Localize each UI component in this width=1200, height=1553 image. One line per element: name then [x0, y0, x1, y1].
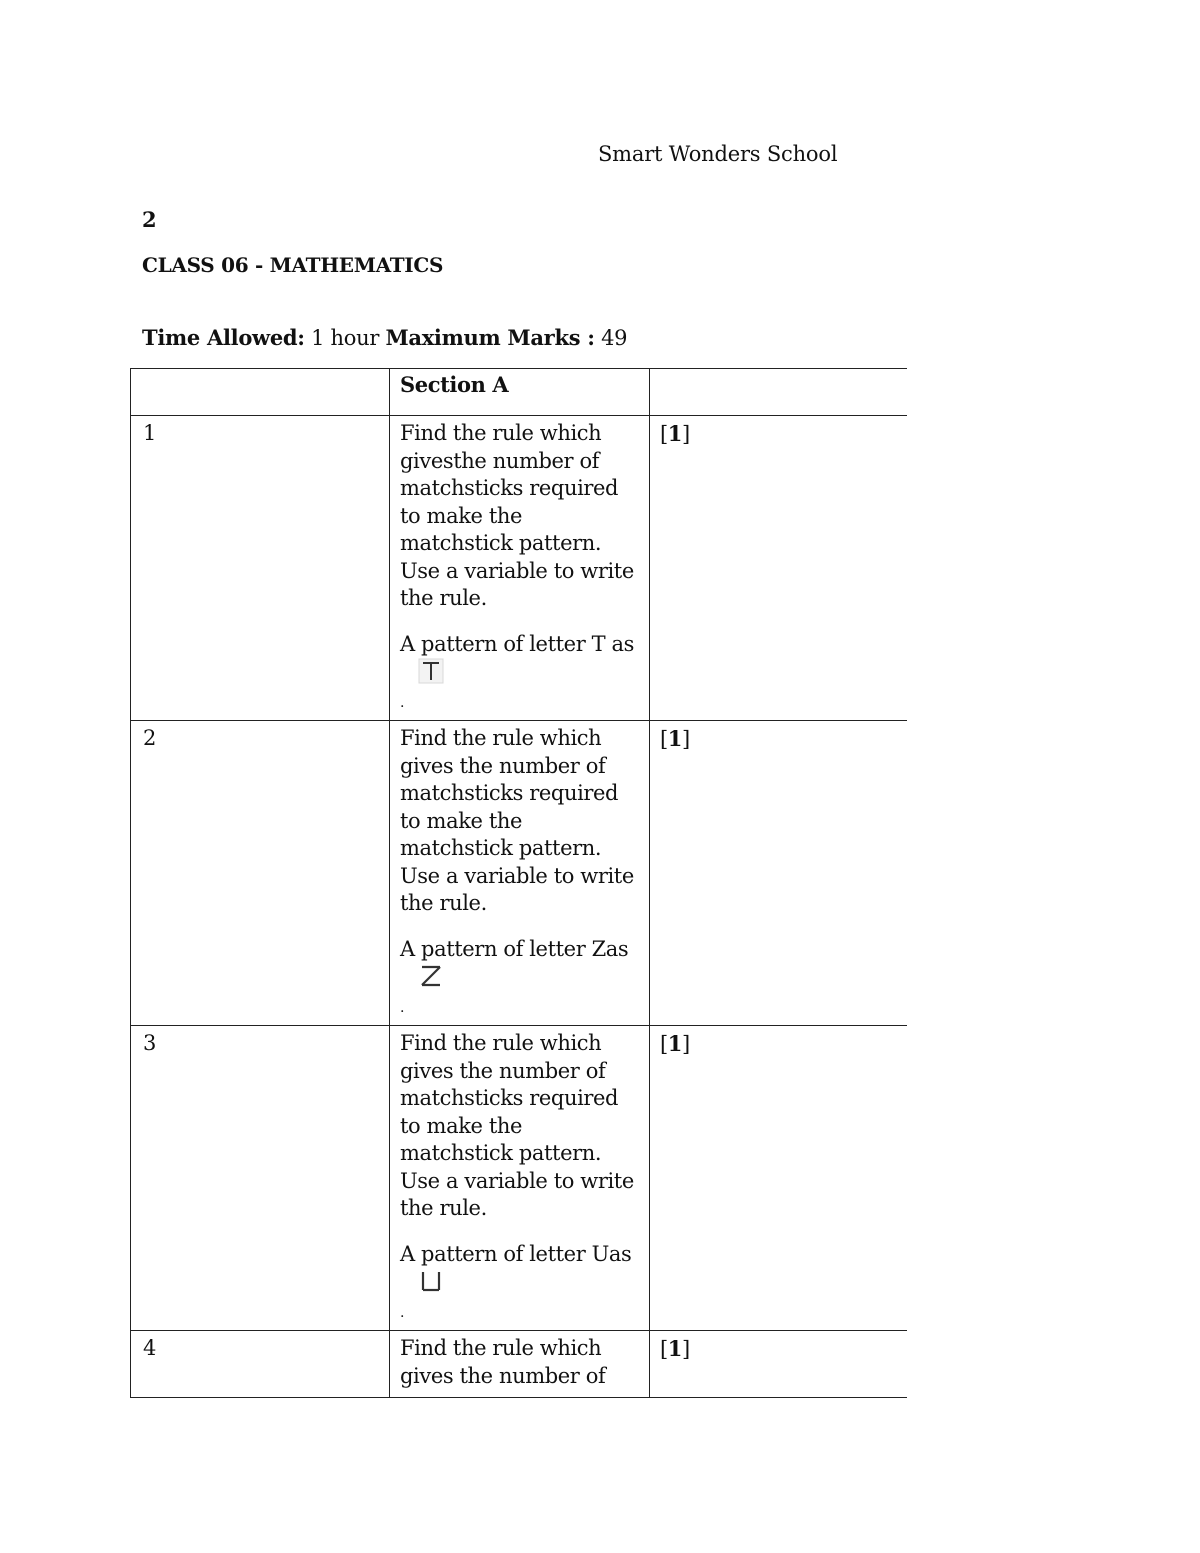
trailing-mark: . [400, 1305, 405, 1321]
header-cell-empty [650, 369, 908, 416]
time-label: Time Allowed: [142, 325, 305, 350]
letter-t-icon [418, 658, 444, 684]
question-row [131, 1026, 908, 1331]
header-cell-empty [131, 369, 390, 416]
question-text-cell [390, 1331, 650, 1399]
pattern-label: A pattern of letter T as [400, 631, 634, 656]
question-row [131, 1331, 908, 1399]
marks-cell [650, 416, 908, 721]
class-title: CLASS 06 - MATHEMATICS [142, 253, 444, 277]
question-row [131, 721, 908, 1026]
question-number: 4 [143, 1336, 156, 1360]
pattern-label: A pattern of letter Uas [400, 1241, 632, 1266]
question-text-cell [390, 416, 650, 721]
question-number: 3 [143, 1031, 156, 1055]
letter-z-icon [418, 963, 444, 989]
question-text: Find the rule which gives the number of [400, 1336, 606, 1388]
question-marks: [1] [660, 1031, 690, 1056]
section-title: Section A [390, 369, 650, 416]
question-marks: [1] [660, 726, 690, 751]
question-text-cell [390, 721, 650, 1026]
trailing-mark: . [400, 695, 405, 711]
question-text-cell [390, 1026, 650, 1331]
question-marks: [1] [660, 421, 690, 446]
question-number-cell [131, 1026, 390, 1331]
trailing-mark: . [400, 1000, 405, 1016]
section-header-row [131, 369, 908, 416]
question-text: Find the rule which gives the number of matchsticks required to make the matchstick pattern. Use a variable to write the rule. [400, 1031, 634, 1220]
question-number: 1 [143, 421, 156, 445]
question-number: 2 [143, 726, 156, 750]
school-name: Smart Wonders School [598, 142, 838, 166]
marks-label: Maximum Marks : [385, 325, 595, 350]
marks-value: 49 [594, 326, 628, 350]
question-text: Find the rule which givesthe number of matchsticks required to make the matchstick pattern. Use a variable to write the rule. [400, 421, 634, 610]
marks-cell [650, 721, 908, 1026]
time-marks-line [142, 325, 627, 350]
question-sheet [130, 368, 907, 1398]
question-number-cell [131, 416, 390, 721]
pattern-label: A pattern of letter Zas [400, 936, 629, 961]
question-text: Find the rule which gives the number of matchsticks required to make the matchstick pattern. Use a variable to write the rule. [400, 726, 634, 915]
question-number-cell [131, 721, 390, 1026]
paper-number: 2 [142, 207, 157, 232]
marks-cell [650, 1331, 908, 1399]
question-marks: [1] [660, 1336, 690, 1361]
question-row [131, 416, 908, 721]
marks-cell [650, 1026, 908, 1331]
question-number-cell [131, 1331, 390, 1399]
time-value: 1 hour [304, 326, 386, 350]
question-table [130, 368, 907, 1398]
letter-u-icon [418, 1268, 444, 1294]
